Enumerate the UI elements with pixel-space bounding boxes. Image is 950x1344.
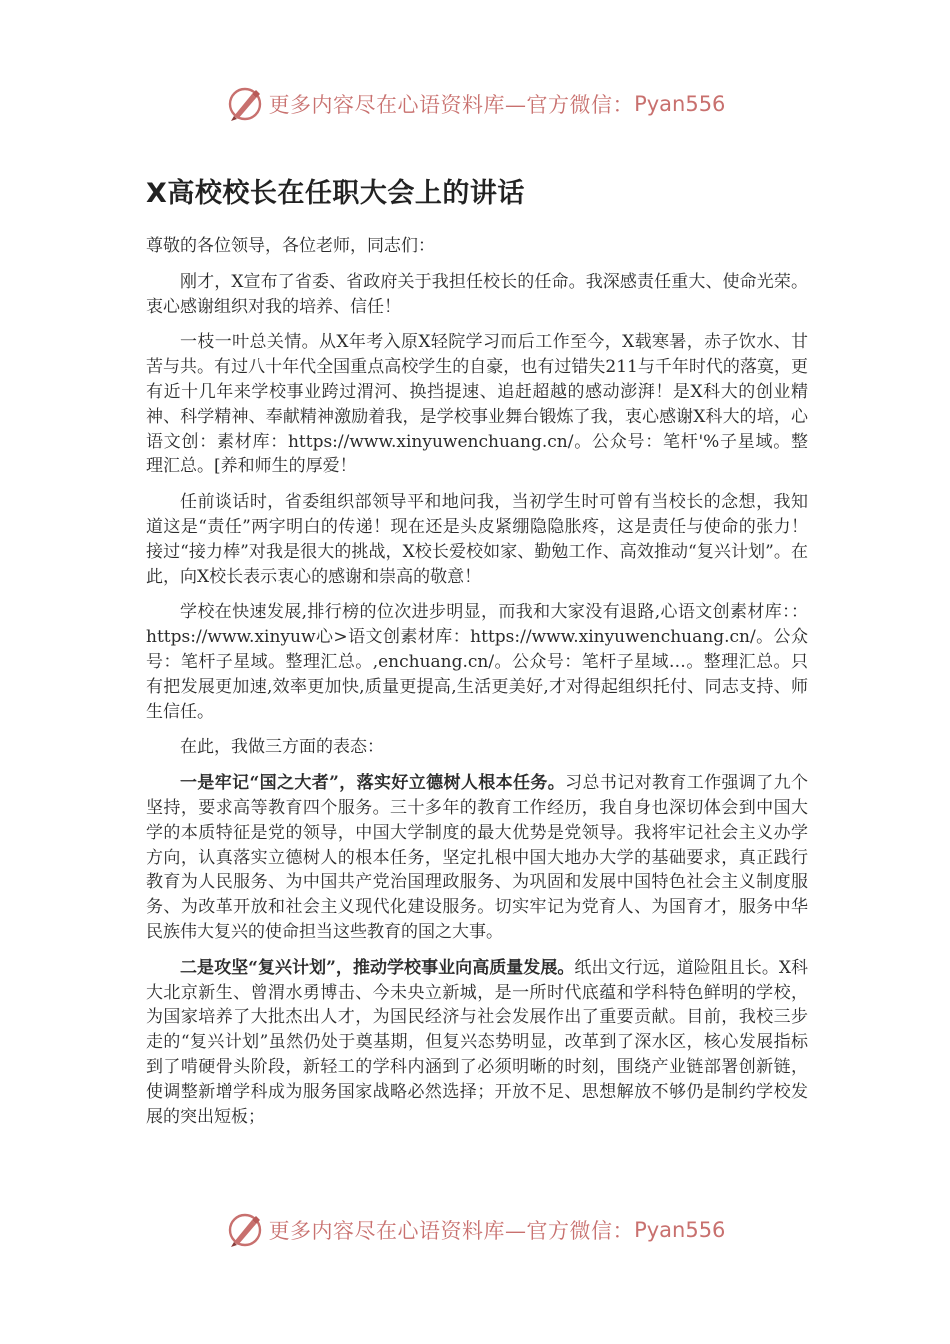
document-body: [146, 174, 808, 1140]
banner-text: 更多内容尽在心语资料库—官方微信：: [268, 93, 635, 117]
point-two-lead: 二是攻坚“复兴计划”，推动学校事业向高质量发展。: [180, 957, 575, 978]
header-banner: [0, 82, 950, 126]
point-two-body: 纸出文行远，道险阻且长。X科大北京新生、曾渭水勇博击、今未央立新城，是一所时代底蕴和学科特色鲜明的学校，为国家培养了大批杰出人才，为国民经济与社会发展作出了重要贡献。目前，我校三步走的“复兴计划”虽然仍处于奠基期，但复兴态势明显，改革到了深水区，核心发展指标到了啃硬骨头阶段，新轻工的学科内涵到了必须明晰的时刻，围绕产业链部署创新链，使调整新增学科成为服务国家战略必然选择；开放不足、思想解放不够仍是制约学校发展的突出短板；: [146, 957, 808, 1127]
paragraph-point-one: [146, 771, 808, 945]
pen-logo-icon: [225, 84, 265, 124]
paragraph-development: 学校在快速发展,排行榜的位次进步明显，而我和大家没有退路,心语文创素材库：：https://www.xinyuw心>语文创素材库：https://www.xinyuwenchuang.cn/。公众号：笔杆子星域。整理汇总。,enchuang.cn/。公众号：笔杆子星域…。整理汇总。只有把发展更加速,效率更加快,质量更提高,生活更美好,才对得起组织托付、同志支持、师生信任。: [146, 602, 808, 722]
document-title: X高校校长在任职大会上的讲话: [146, 178, 525, 209]
salutation: 尊敬的各位领导，各位老师，同志们：: [146, 236, 435, 256]
footer-banner: [0, 1208, 950, 1252]
banner-text: 更多内容尽在心语资料库—官方微信：: [268, 1219, 635, 1243]
paragraph-appointment: 刚才，X宣布了省委、省政府关于我担任校长的任命。我深感责任重大、使命光荣。衷心感谢组织对我的培养、信任！: [146, 271, 808, 317]
paragraph-point-two: [146, 956, 808, 1130]
pen-logo-icon: [225, 1210, 265, 1250]
paragraph-three-points-intro: 在此，我做三方面的表态：: [180, 737, 384, 758]
paragraph-history: 一枝一叶总关情。从X年考入原X轻院学习而后工作至今，X载寒暑，赤子饮水、甘苦与共。有过八十年代全国重点高校学生的自豪，也有过错失211与千年时代的落寞，更有近十几年来学校事业跨过渭河、换挡提速、追赶超越的感动澎湃！是X科大的创业精神、科学精神、奉献精神激励着我，是学校事业舞台锻炼了我，衷心感谢X科大的培，心语文创：素材库：https://www.xinyuwenchuang.cn/。公众号：笔杆'%子星域。整理汇总。[养和师生的厚爱！: [146, 332, 808, 477]
banner-wechat-id: Pyan556: [634, 92, 726, 116]
banner-wechat-id: Pyan556: [634, 1218, 726, 1242]
paragraph-responsibility: 任前谈话时，省委组织部领导平和地问我，当初学生时可曾有当校长的念想，我知道这是“责任”两字明白的传递！现在还是头皮紧绷隐隐胀疼，这是责任与使命的张力！接过“接力棒”对我是很大的挑战，X校长爱校如家、勤勉工作、高效推动“复兴计划”。在此，向X校长表示衷心的感谢和崇高的敬意！: [146, 492, 808, 587]
point-one-body: 习总书记对教育工作强调了九个坚持，要求高等教育四个服务。三十多年的教育工作经历，我自身也深切体会到中国大学的本质特征是党的领导，中国大学制度的最大优势是党领导。我将牢记社会主义办学方向，认真落实立德树人的根本任务，坚定扎根中国大地办大学的基础要求，真正践行教育为人民服务、为中国共产党治国理政服务、为巩固和发展中国特色社会主义制度服务、为改革开放和社会主义现代化建设服务。切实牢记为党育人、为国育才，服务中华民族伟大复兴的使命担当这些教育的国之大事。: [146, 773, 809, 942]
point-one-lead: 一是牢记“国之大者”，落实好立德树人根本任务。: [180, 773, 566, 794]
